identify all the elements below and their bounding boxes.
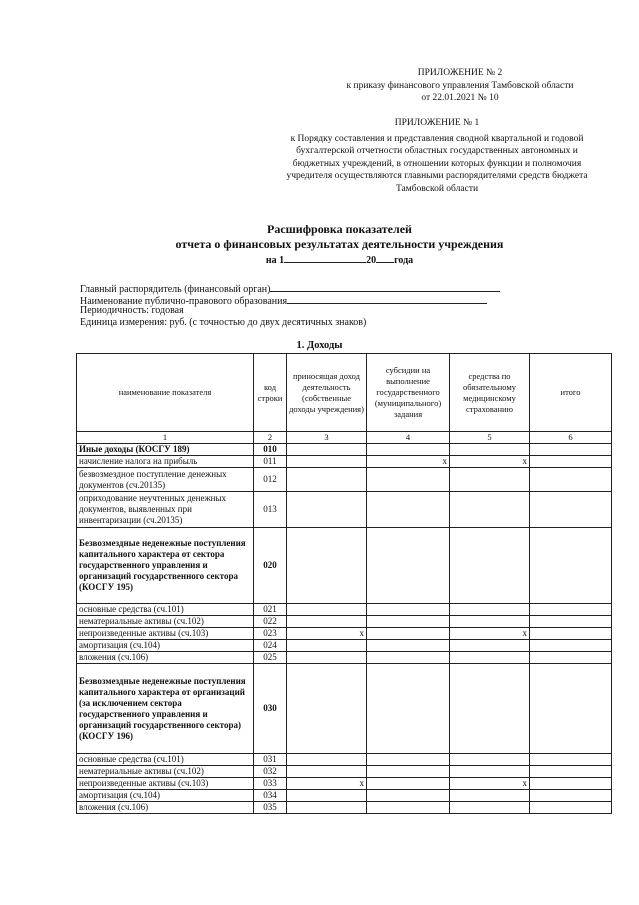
row-code-cell: 021: [254, 604, 287, 616]
row-value-cell: [287, 492, 367, 528]
column-number: 5: [450, 432, 530, 444]
row-value-cell: [287, 604, 367, 616]
row-value-cell: [450, 664, 530, 754]
row-value-cell: [287, 766, 367, 778]
row-name-cell: амортизация (сч.104): [77, 790, 254, 802]
column-number: 1: [77, 432, 254, 444]
row-value-cell: [530, 778, 612, 790]
appendix-1-block: [262, 117, 612, 195]
row-code-cell: 025: [254, 652, 287, 664]
appendix-2-block: [330, 67, 590, 105]
row-value-cell: [450, 754, 530, 766]
year-blank: [376, 252, 394, 263]
report-date-line: [20, 252, 639, 266]
row-value-cell: [287, 444, 367, 456]
row-code-cell: 010: [254, 444, 287, 456]
table-row: [77, 766, 612, 778]
row-value-cell: [367, 652, 450, 664]
document-title: Расшифровка показателей: [267, 222, 412, 236]
table-row: [77, 652, 612, 664]
row-value-cell: x: [450, 778, 530, 790]
row-value-cell: [530, 528, 612, 604]
row-name-cell: Безвозмездные неденежные поступления капитального характера от организаций (за исключением сектора государственного управления и организаций государственного сектора) (КОСГУ 196): [77, 664, 254, 754]
column-number-row: [77, 432, 612, 444]
header-cell-own-income: приносящая доход деятельность (собственные доходы учреждения): [287, 354, 367, 432]
row-value-cell: [367, 790, 450, 802]
row-code-cell: 024: [254, 640, 287, 652]
entity-label: Наименование публично-правового образования: [80, 296, 288, 307]
row-value-cell: [450, 528, 530, 604]
row-code-cell: 030: [254, 664, 287, 754]
row-value-cell: [450, 790, 530, 802]
row-value-cell: [530, 468, 612, 492]
table-row: [77, 790, 612, 802]
column-number: 6: [530, 432, 612, 444]
row-name-cell: Безвозмездные неденежные поступления капитального характера от сектора государственного управления и организаций государственного сектора (КОСГУ 195): [77, 528, 254, 604]
row-value-cell: [530, 766, 612, 778]
row-name-cell: начисление налога на прибыль: [77, 456, 254, 468]
row-value-cell: [530, 664, 612, 754]
manager-label: Главный распорядитель (финансовый орган): [80, 284, 271, 295]
row-value-cell: [367, 444, 450, 456]
table-row: [77, 444, 612, 456]
row-value-cell: [367, 468, 450, 492]
row-value-cell: x: [287, 778, 367, 790]
manager-blank: [270, 281, 500, 292]
row-value-cell: [367, 616, 450, 628]
row-value-cell: [367, 628, 450, 640]
row-code-cell: 033: [254, 778, 287, 790]
row-value-cell: [530, 640, 612, 652]
period-line: Периодичность: годовая: [80, 305, 184, 316]
row-value-cell: [287, 640, 367, 652]
row-value-cell: [287, 790, 367, 802]
header-cell-total: итого: [530, 354, 612, 432]
column-number: 3: [287, 432, 367, 444]
column-number: 4: [367, 432, 450, 444]
table-row: [77, 754, 612, 766]
appendix-2-line-2: от 22.01.2021 № 10: [421, 93, 499, 103]
date-suffix: года: [394, 255, 414, 266]
section-title: 1. Доходы: [296, 340, 343, 351]
table-row: [77, 778, 612, 790]
table-row: [77, 468, 612, 492]
header-cell-name: наименование показателя: [77, 354, 254, 432]
table-row: [77, 628, 612, 640]
row-value-cell: [530, 628, 612, 640]
row-name-cell: оприходование неучтенных денежных документов, выявленных при инвентаризации (сч.20135): [77, 492, 254, 528]
header-cell-code: код строки: [254, 354, 287, 432]
appendix-1-title: ПРИЛОЖЕНИЕ № 1: [394, 118, 480, 128]
row-code-cell: 031: [254, 754, 287, 766]
row-code-cell: 035: [254, 802, 287, 814]
row-code-cell: 011: [254, 456, 287, 468]
row-value-cell: [367, 766, 450, 778]
row-value-cell: [450, 604, 530, 616]
appendix-1-line: учредителя осуществляются главными распорядителями средств бюджета: [286, 171, 588, 181]
header-cell-medical-insurance: средства по обязательному медицинскому страхованию: [450, 354, 530, 432]
table-header-row: [77, 354, 612, 432]
row-name-cell: основные средства (сч.101): [77, 604, 254, 616]
row-value-cell: [287, 528, 367, 604]
row-value-cell: [530, 790, 612, 802]
row-value-cell: [450, 468, 530, 492]
date-year: 20: [366, 255, 377, 266]
table-row: [77, 528, 612, 604]
row-value-cell: [367, 664, 450, 754]
row-value-cell: [367, 754, 450, 766]
row-name-cell: Иные доходы (КОСГУ 189): [77, 444, 254, 456]
appendix-2-line-1: к приказу финансового управления Тамбовской области: [346, 80, 574, 91]
row-name-cell: амортизация (сч.104): [77, 640, 254, 652]
row-value-cell: [450, 652, 530, 664]
appendix-1-line: к Порядку составления и представления сводной квартальной и годовой: [290, 133, 584, 144]
row-value-cell: x: [367, 456, 450, 468]
column-number: 2: [254, 432, 287, 444]
row-name-cell: нематериальные активы (сч.102): [77, 766, 254, 778]
appendix-1-line: бюджетных учреждений, в отношении которых функции и полномочия: [292, 158, 582, 169]
row-value-cell: [450, 640, 530, 652]
row-code-cell: 032: [254, 766, 287, 778]
date-blank: [284, 252, 366, 263]
row-name-cell: нематериальные активы (сч.102): [77, 616, 254, 628]
row-code-cell: 023: [254, 628, 287, 640]
row-code-cell: 012: [254, 468, 287, 492]
entity-blank: [287, 293, 487, 304]
row-value-cell: [450, 766, 530, 778]
row-value-cell: [367, 528, 450, 604]
row-value-cell: [530, 492, 612, 528]
row-name-cell: вложения (сч.106): [77, 652, 254, 664]
row-value-cell: x: [450, 628, 530, 640]
table-row: [77, 616, 612, 628]
date-prefix: на 1: [265, 255, 285, 266]
row-name-cell: непроизведенные активы (сч.103): [77, 628, 254, 640]
row-code-cell: 034: [254, 790, 287, 802]
row-value-cell: [287, 754, 367, 766]
row-name-cell: непроизведенные активы (сч.103): [77, 778, 254, 790]
income-table: [76, 353, 612, 814]
row-value-cell: [530, 604, 612, 616]
appendix-2-title: ПРИЛОЖЕНИЕ № 2: [417, 68, 503, 78]
row-value-cell: [530, 754, 612, 766]
row-value-cell: [287, 664, 367, 754]
unit-line: Единица измерения: руб. (с точностью до двух десятичных знаков): [80, 317, 367, 328]
row-value-cell: [367, 492, 450, 528]
header-cell-subsidies: субсидии на выполнение государственного (муниципального) задания: [367, 354, 450, 432]
row-code-cell: 013: [254, 492, 287, 528]
row-value-cell: [530, 802, 612, 814]
row-value-cell: [367, 802, 450, 814]
row-value-cell: [530, 456, 612, 468]
table-row: [77, 802, 612, 814]
table-row: [77, 640, 612, 652]
appendix-1-line: бухгалтерской отчетности областных государственных автономных и: [296, 146, 578, 156]
row-value-cell: [530, 616, 612, 628]
row-value-cell: [287, 802, 367, 814]
income-table-body: [77, 354, 612, 814]
row-value-cell: [450, 444, 530, 456]
row-value-cell: [367, 640, 450, 652]
row-value-cell: [450, 492, 530, 528]
row-value-cell: [530, 444, 612, 456]
row-value-cell: x: [287, 628, 367, 640]
row-value-cell: [287, 652, 367, 664]
row-value-cell: x: [450, 456, 530, 468]
table-row: [77, 456, 612, 468]
row-value-cell: [450, 802, 530, 814]
table-row: [77, 664, 612, 754]
row-value-cell: [367, 604, 450, 616]
row-code-cell: 020: [254, 528, 287, 604]
row-name-cell: вложения (сч.106): [77, 802, 254, 814]
row-name-cell: основные средства (сч.101): [77, 754, 254, 766]
row-name-cell: безвозмездное поступление денежных документов (сч.20135): [77, 468, 254, 492]
row-value-cell: [367, 778, 450, 790]
table-row: [77, 492, 612, 528]
row-code-cell: 022: [254, 616, 287, 628]
row-value-cell: [450, 616, 530, 628]
row-value-cell: [287, 616, 367, 628]
row-value-cell: [530, 652, 612, 664]
appendix-1-line: Тамбовской области: [395, 183, 479, 194]
table-row: [77, 604, 612, 616]
row-value-cell: [287, 468, 367, 492]
row-value-cell: [287, 456, 367, 468]
document-subtitle: отчета о финансовых результатах деятельности учреждения: [175, 237, 504, 251]
